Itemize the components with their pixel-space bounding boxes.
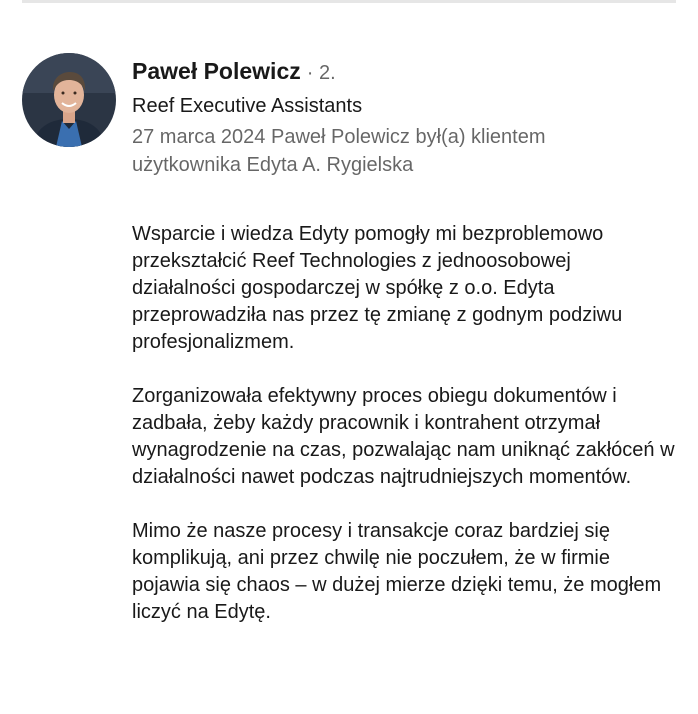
recommendation-paragraph: Mimo że nasze procesy i transakcje coraz bardziej się komplikują, ani przez chwilę nie poczułem, że w firmie pojawia się chaos – w dużej mierze dzięki temu, że mogłem liczyć na Edytę. bbox=[132, 520, 662, 623]
author-line bbox=[132, 55, 672, 87]
recommendation-meta: 27 marca 2024 Paweł Polewicz był(a) klientem użytkownika Edyta A. Rygielska bbox=[132, 126, 546, 176]
recommendation-text bbox=[132, 221, 677, 653]
recommendation-paragraph: Wsparcie i wiedza Edyty pomogły mi bezproblemowo przekształcić Reef Technologies z jednoosobowej działalności gospodarczej w spółkę z o.o. Edyta przeprowadziła nas przez tę zmianę z godnym podziwu profesjonalizmem. bbox=[132, 223, 623, 353]
author-name[interactable]: Paweł Polewicz bbox=[132, 58, 301, 84]
recommendation-header bbox=[132, 55, 672, 179]
avatar[interactable] bbox=[22, 53, 116, 147]
avatar-photo bbox=[22, 53, 116, 147]
connection-degree: · 2. bbox=[306, 62, 336, 84]
author-headline: Reef Executive Assistants bbox=[132, 95, 363, 117]
recommendation-paragraph: Zorganizowała efektywny proces obiegu dokumentów i zadbała, żeby każdy pracownik i kontrahent otrzymał wynagrodzenie na czas, pozwalając nam uniknąć zakłóceń w działalności nawet podczas najtrudniejszych momentów. bbox=[132, 385, 675, 488]
